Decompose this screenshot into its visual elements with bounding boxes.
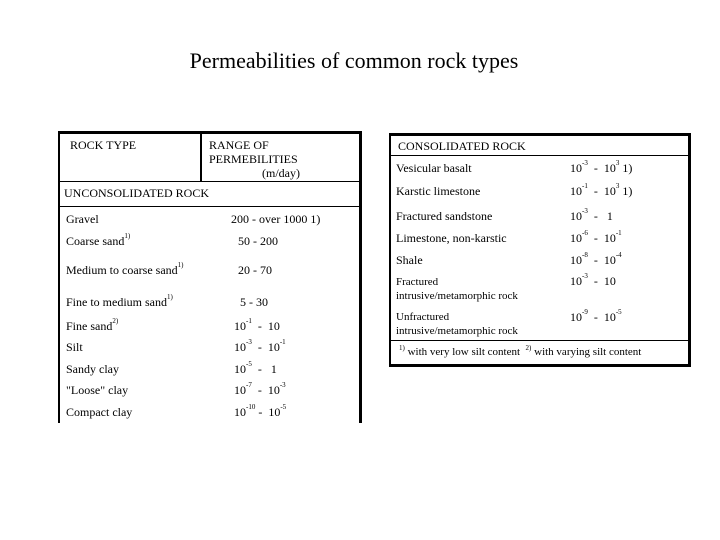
row-name: Gravel	[66, 212, 99, 226]
row-value: $10^{-3} - 10$	[570, 272, 616, 288]
left-table-right-border	[359, 131, 362, 423]
row-value: $10^{-8} - 10^{-4}$	[570, 251, 622, 267]
rock-type-header: ROCK TYPE	[70, 138, 137, 152]
row-value: 20 - 70	[238, 263, 272, 277]
row-name: Sandy clay	[66, 362, 119, 376]
footnotes: $^{1)}$ with very low silt content $^{2)}$ with varying silt content	[399, 344, 642, 358]
row-value: $10^{-1} - 10$	[234, 317, 280, 333]
row-value: $10^{-1} - 10^3$ 1)	[570, 182, 633, 198]
range-header-line-2: PERMEBILITIES	[209, 152, 298, 166]
right-table-top-border	[389, 133, 691, 136]
left-table-left-border	[58, 131, 60, 423]
row-name: "Loose" clay	[66, 383, 129, 397]
consolidated-section-header: CONSOLIDATED ROCK	[398, 139, 526, 153]
row-name: Fractured sandstone	[396, 209, 493, 223]
left-table-top-border	[58, 131, 362, 134]
range-header-line-3: (m/day)	[262, 166, 300, 180]
row-value: $10^{-6} - 10^{-1}$	[570, 229, 622, 245]
page-title: Permeabilities of common rock types	[189, 48, 519, 73]
row-name: Fractured intrusive/metamorphic rock	[396, 276, 518, 302]
row-value: 200 - over 1000 1)	[231, 212, 321, 226]
row-value: $10^{-5} - 1$	[234, 360, 277, 376]
row-name: Shale	[396, 253, 423, 267]
row-name: Medium to coarse sand$^{1)}$	[66, 261, 184, 277]
row-value: $10^{-9} - 10^{-5}$	[570, 308, 622, 324]
row-name: Silt	[66, 340, 83, 354]
unconsolidated-section-header: UNCONSOLIDATED ROCK	[64, 186, 210, 200]
row-name: Coarse sand$^{1)}$	[66, 232, 131, 248]
row-value: $10^{-3} - 10^{-1}$	[234, 338, 286, 354]
row-name: Fine to medium sand$^{1)}$	[66, 293, 173, 309]
row-value: 5 - 30	[240, 295, 268, 309]
left-table-section-bottom	[58, 206, 362, 207]
left-table-header-bottom	[58, 181, 362, 182]
row-value: $10^{-10} - 10^{-5}$	[234, 403, 287, 419]
right-table-right-border	[688, 133, 691, 367]
left-table-header-divider	[200, 133, 202, 181]
row-name: Limestone, non-karstic	[396, 231, 507, 245]
right-table-bottom-border	[389, 364, 691, 367]
row-value: $10^{-3} - 1$	[570, 207, 613, 223]
row-name: Vesicular basalt	[396, 161, 472, 175]
row-name: Compact clay	[66, 405, 133, 419]
right-table-header-bottom	[389, 155, 691, 156]
range-header-line-1: RANGE OF	[209, 138, 269, 152]
row-name: Fine sand$^{2)}$	[66, 317, 119, 333]
row-value: $10^{-7} - 10^{-3}$	[234, 381, 286, 397]
row-value: 50 - 200	[238, 234, 278, 248]
right-table-left-border	[389, 133, 391, 367]
row-name: Karstic limestone	[396, 184, 481, 198]
right-table-body-bottom	[389, 340, 691, 341]
row-value: $10^{-3} - 10^3$ 1)	[570, 159, 633, 175]
row-name: Unfractured intrusive/metamorphic rock	[396, 311, 518, 337]
